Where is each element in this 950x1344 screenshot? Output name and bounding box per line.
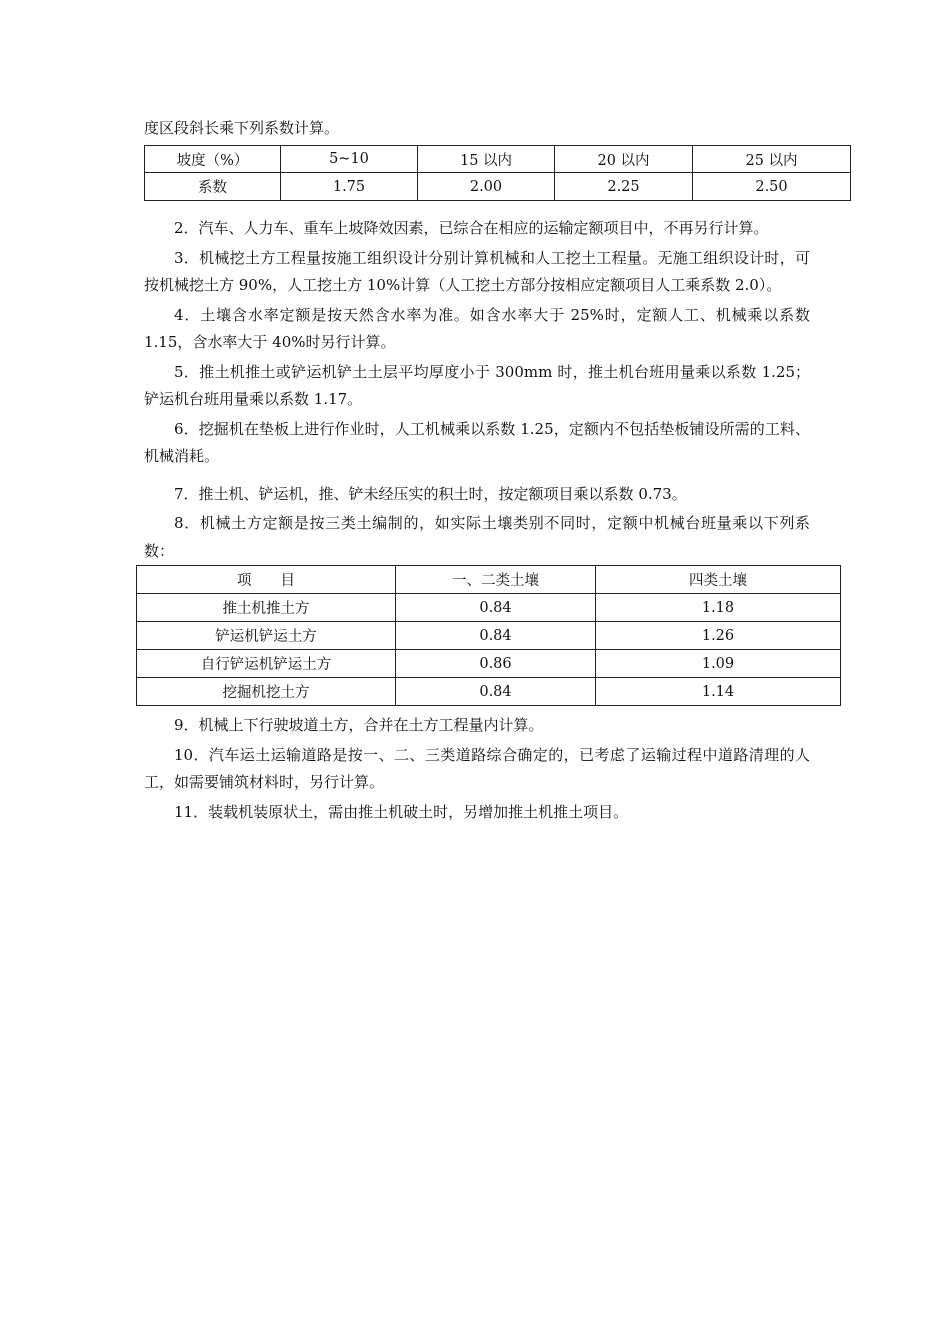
table-header-cell: 坡度（%） — [145, 146, 281, 173]
table-row — [145, 173, 851, 201]
paragraph: 9．机械上下行驶坡道土方，合并在土方工程量内计算。 — [174, 716, 544, 734]
table-cell: 0.86 — [396, 650, 596, 678]
table-header-cell: 四类土壤 — [596, 566, 841, 594]
document-page — [144, 115, 810, 828]
table-cell: 铲运机铲运土方 — [137, 622, 396, 650]
table-row — [137, 594, 841, 622]
table-cell: 1.26 — [596, 622, 841, 650]
table-cell: 1.14 — [596, 678, 841, 706]
table-cell: 0.84 — [396, 622, 596, 650]
table-header-row — [137, 566, 841, 594]
table-cell: 1.75 — [281, 173, 418, 201]
table-cell: 自行铲运机铲运土方 — [137, 650, 396, 678]
table-row — [137, 650, 841, 678]
table-cell: 挖掘机挖土方 — [137, 678, 396, 706]
paragraph: 4．土壤含水率定额是按天然含水率为准。如含水率大于 25%时，定额人工、机械乘以系数 1.15，含水率大于 40%时另行计算。 — [144, 305, 810, 351]
table-cell: 推土机推土方 — [137, 594, 396, 622]
paragraph: 11．装载机装原状土，需由推土机破土时，另增加推土机推土项目。 — [174, 802, 629, 821]
table-header-cell: 项 目 — [137, 566, 396, 594]
table-cell: 2.25 — [555, 173, 693, 201]
table-row — [137, 622, 841, 650]
table-cell: 1.18 — [596, 594, 841, 622]
table-header-cell: 一、二类土壤 — [396, 566, 596, 594]
paragraph: 2．汽车、人力车、重车上坡降效因素，已综合在相应的运输定额项目中，不再另行计算。 — [174, 219, 769, 237]
paragraph: 5．推土机推土或铲运机铲土土层平均厚度小于 300mm 时，推土机台班用量乘以系数 1.25；铲运机台班用量乘以系数 1.17。 — [144, 362, 810, 408]
paragraph: 8．机械土方定额是按三类土编制的，如实际土壤类别不同时，定额中机械台班量乘以下列系数： — [144, 514, 810, 560]
table-header-cell: 15 以内 — [418, 146, 555, 173]
notes-section-a — [144, 215, 810, 471]
intro-text: 度区段斜长乘下列系数计算。 — [144, 119, 340, 137]
table-header-cell: 5~10 — [281, 146, 418, 173]
table-row — [137, 678, 841, 706]
table-cell: 2.50 — [693, 173, 851, 201]
notes-section-b — [144, 481, 810, 566]
slope-coefficient-table — [144, 145, 851, 201]
table-header-cell: 25 以内 — [693, 146, 851, 173]
table-cell: 系数 — [145, 173, 281, 201]
soil-table-wrapper — [136, 565, 802, 706]
paragraph: 7．推土机、铲运机，推、铲未经压实的积土时，按定额项目乘以系数 0.73。 — [174, 484, 687, 503]
notes-section-c — [144, 712, 810, 826]
table-cell: 1.09 — [596, 650, 841, 678]
soil-coefficient-table — [136, 565, 841, 706]
table-cell: 0.84 — [396, 678, 596, 706]
table-cell: 0.84 — [396, 594, 596, 622]
paragraph: 10．汽车运土运输道路是按一、二、三类道路综合确定的，已考虑了运输过程中道路清理的人工，如需要铺筑材料时，另行计算。 — [144, 745, 810, 791]
table-header-cell: 20 以内 — [555, 146, 693, 173]
table-cell: 2.00 — [418, 173, 555, 201]
paragraph: 3．机械挖土方工程量按施工组织设计分别计算机械和人工挖土工程量。无施工组织设计时，可按机械挖土方 90%，人工挖土方 10%计算（人工挖土方部分按相应定额项目人工乘系数 2.0）。 — [144, 248, 810, 294]
paragraph: 6．挖掘机在垫板上进行作业时，人工机械乘以系数 1.25，定额内不包括垫板铺设所需的工料、机械消耗。 — [144, 419, 810, 465]
table-header-row — [145, 146, 851, 173]
